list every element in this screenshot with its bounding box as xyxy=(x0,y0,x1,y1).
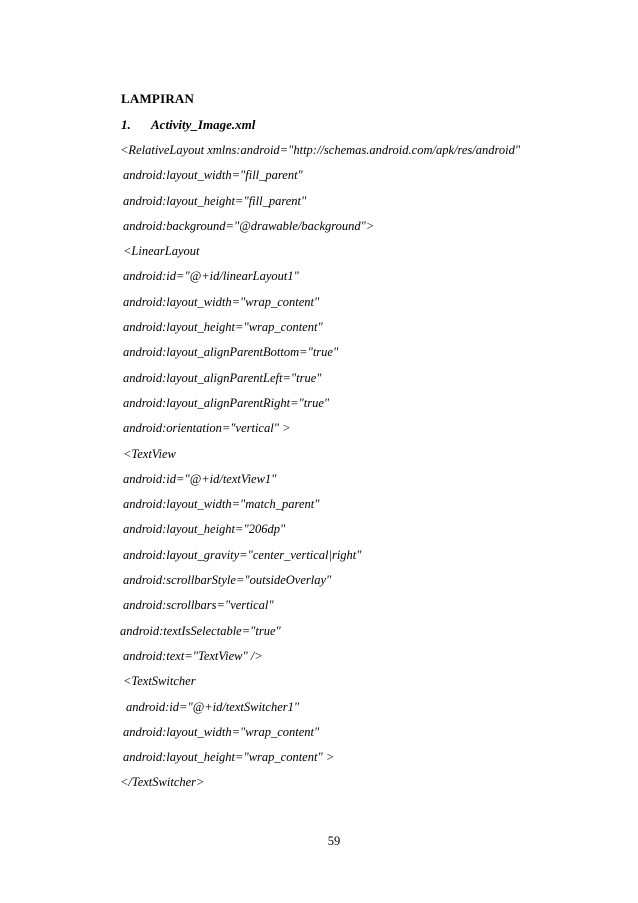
section-heading xyxy=(121,117,255,133)
appendix-heading: LAMPIRAN xyxy=(121,91,195,106)
page-number: 59 xyxy=(327,834,341,848)
section-title: Activity_Image.xml xyxy=(151,117,256,132)
document-page: LAMPIRAN 1. Activity_Image.xml <RelativeLayout xmlns:android="http://schemas.android.com/apk/res/android" android:layout_width="fill_parent" android:layout_height="fill_parent" android:background="@drawable/background"> <LinearLayout android:id="@+id/linearLayout1" android:layout_width="wrap_content" android:layout_height="wrap_content" android:layout_alignParentBottom="true" android:layout_alignParentLeft="true" android:layout_alignParentRight="true" android:orientation="vertical" > <TextView android:id="@+id/textView1" android:layout_width="match_parent" android:layout_height="206dp" android:layout_gravity="center_vertical|right" android:scrollbarStyle="outsideOverlay" android:scrollbars="vertical" android:textIsSelectable="true" android:text="TextView" /> <TextSwitcher android:id="@+id/textSwitcher1" android:layout_width="wrap_content" android:layout_height="wrap_content" > </TextSwitcher> 59 xyxy=(0,0,638,903)
section-number: 1. xyxy=(121,117,131,132)
